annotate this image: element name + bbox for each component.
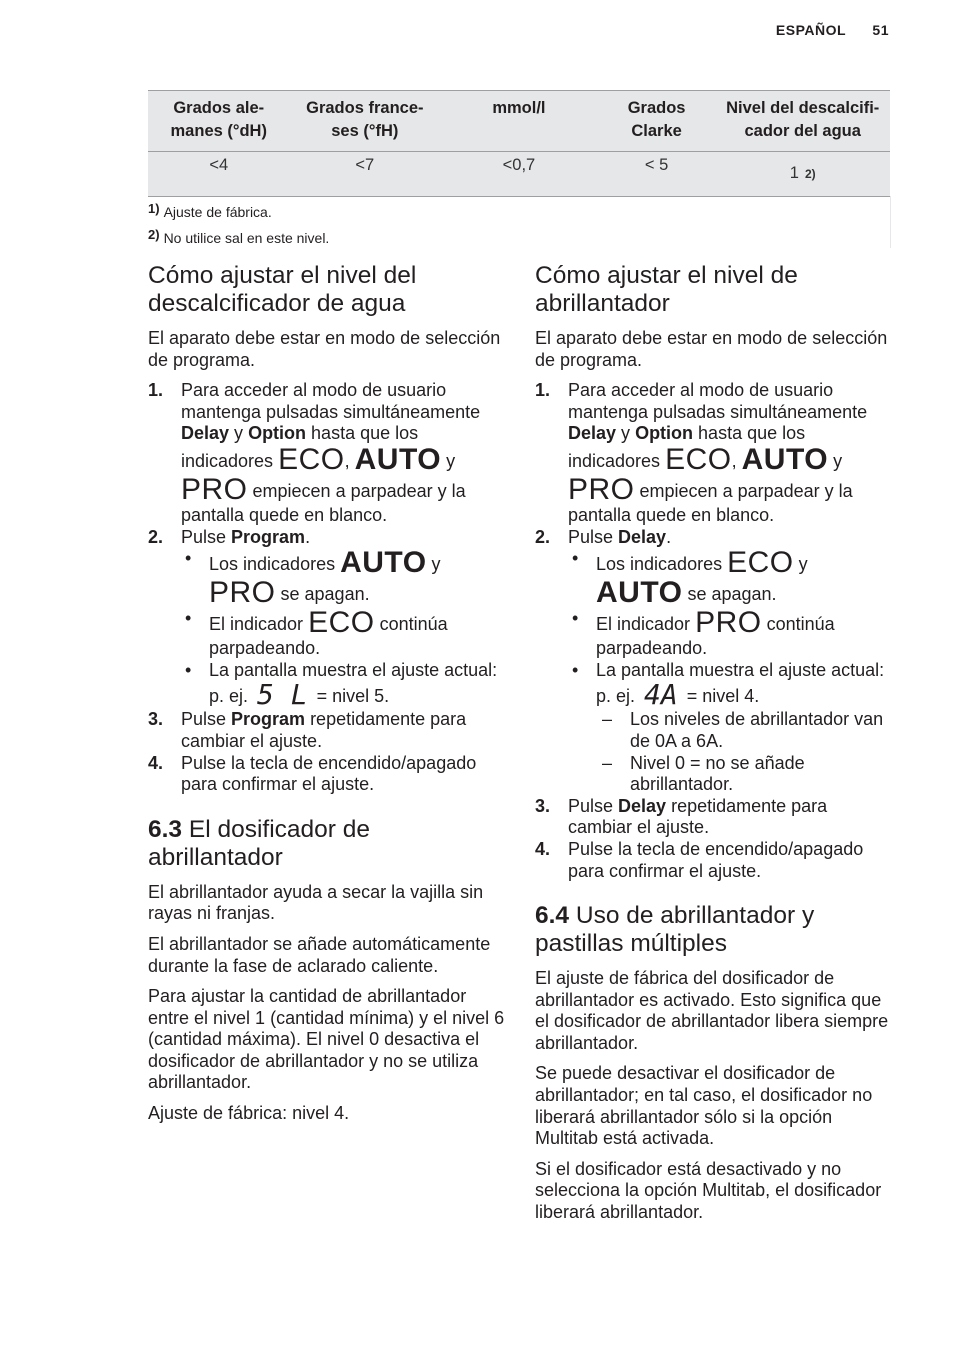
key-option: Option <box>248 423 307 444</box>
bullet-item <box>568 608 895 660</box>
steps-list <box>535 380 895 882</box>
display-readout: 5 L <box>257 678 308 712</box>
page-number: 51 <box>872 22 889 38</box>
steps-list <box>148 380 508 796</box>
key-delay: Delay <box>568 423 617 444</box>
cell-dh: <4 <box>148 152 289 197</box>
footnote-ref: 2) <box>804 167 816 181</box>
footnote-2 <box>148 222 890 248</box>
water-hardness-table <box>148 90 890 197</box>
bullet-item <box>181 548 508 608</box>
left-column <box>148 262 508 1134</box>
paragraph: El abrillantador ayuda a secar la vajilla sin rayas ni franjas. <box>148 881 484 924</box>
step-text: hasta que los indicadores <box>181 423 419 471</box>
col-header-mmol: mmol/l <box>440 91 598 152</box>
paragraph: Se puede desactivar el dosificador de abrillantador; en tal caso, el dosificador no liberará abrillantador sólo si la opción Multitab está activada. <box>535 1063 873 1149</box>
bullet-item <box>568 660 895 796</box>
step-text: Pulse <box>568 526 619 547</box>
section-heading-6-3 <box>148 816 508 872</box>
language-label: ESPAÑOL <box>775 22 847 38</box>
step-3 <box>535 796 895 839</box>
bullet-text: El indicador <box>209 614 309 635</box>
col-header-clarke: Grados Clarke <box>598 91 716 152</box>
eco-indicator-icon: ECO <box>665 442 732 476</box>
cell-level <box>715 152 890 197</box>
paragraph: El ajuste de fábrica del dosificador de abrillantador es activado. Esto significa que el dosificador de abrillantador libera siempre abrillantador. <box>535 968 889 1053</box>
eco-indicator-icon: ECO <box>727 546 794 580</box>
section-heading-6-4 <box>535 902 895 958</box>
dash-item: – Los niveles de abrillantador van de 0A a 6A. <box>596 709 895 752</box>
bullet-text: continúa parpadeando. <box>209 614 448 659</box>
key-delay: Delay <box>618 526 667 547</box>
step-text: Pulse <box>181 526 232 547</box>
step-number: 2. <box>535 526 551 547</box>
footnote-mark: 2) <box>148 227 160 242</box>
pro-indicator-icon: PRO <box>181 472 248 506</box>
bullet-text: continúa parpadeando. <box>596 614 835 659</box>
step-number: 3. <box>148 709 164 730</box>
bullet-text: se apagan. <box>275 584 370 605</box>
key-delay: Delay <box>181 423 230 444</box>
step-text: hasta que los indicadores <box>568 423 806 471</box>
step-4 <box>148 753 508 796</box>
col-header-fh: Grados france-ses (°fH) <box>289 91 440 152</box>
step-text: . <box>305 526 311 547</box>
step-number: 1. <box>148 380 164 401</box>
key-option: Option <box>635 423 694 444</box>
section-title: El dosificador de abrillantador <box>148 815 370 871</box>
auto-indicator-icon: AUTO <box>354 442 442 476</box>
section-title: Uso de abrillantador y pastillas múltiples <box>535 902 815 958</box>
dash-list <box>596 709 895 795</box>
key-program: Program <box>231 709 306 730</box>
table-header-row <box>148 91 890 152</box>
intro-text: El aparato debe estar en modo de selección de programa. <box>535 328 888 370</box>
display-readout: 4A <box>644 678 678 712</box>
step-text: Para acceder al modo de usuario mantenga pulsadas simultáneamente <box>568 380 868 422</box>
step-text: . <box>666 526 672 547</box>
bullet-text: Los indicadores <box>596 554 728 575</box>
col-header-dh: Grados ale-manes (°dH) <box>148 91 289 152</box>
right-column <box>535 262 895 1233</box>
footnote-mark: 1) <box>148 201 160 216</box>
table-footnotes <box>148 196 891 248</box>
step-2 <box>148 527 508 710</box>
bullet-text: La pantalla muestra el ajuste actual: p. ej. <box>596 659 885 707</box>
step-number: 4. <box>535 838 551 859</box>
eco-indicator-icon: ECO <box>278 442 345 476</box>
auto-indicator-icon: AUTO <box>596 576 683 610</box>
page-header <box>776 22 889 38</box>
step-text: y <box>441 450 456 471</box>
eco-indicator-icon: ECO <box>308 606 375 640</box>
step-1 <box>535 380 895 526</box>
step-text: Pulse <box>181 709 232 730</box>
bullet-item <box>181 660 508 710</box>
step-text: y <box>828 450 843 471</box>
key-program: Program <box>231 526 306 547</box>
section-number: 6.4 <box>535 902 570 930</box>
step-number: 1. <box>535 380 551 401</box>
bullet-text: El indicador <box>596 614 696 635</box>
bullet-list <box>181 546 508 712</box>
step-text: , <box>731 450 737 471</box>
step-text: Para acceder al modo de usuario mantenga pulsadas simultáneamente <box>181 380 481 422</box>
section-number: 6.3 <box>148 815 183 843</box>
step-text: repetidamente para cambiar el ajuste. <box>568 795 828 838</box>
dash-item: – Nivel 0 = no se añade abrillantador. <box>596 753 895 796</box>
pro-indicator-icon: PRO <box>568 472 635 506</box>
cell-mmol: <0,7 <box>440 152 598 197</box>
footnote-1 <box>148 196 890 222</box>
step-text: empiecen a parpadear y la pantalla quede en blanco. <box>181 480 466 525</box>
footnote-text: Ajuste de fábrica. <box>163 204 272 220</box>
pro-indicator-icon: PRO <box>209 576 276 610</box>
level-value: 1 <box>789 164 799 182</box>
step-3 <box>148 709 508 752</box>
bullet-text: Los indicadores <box>209 554 341 575</box>
auto-indicator-icon: AUTO <box>741 442 829 476</box>
step-4 <box>535 839 895 882</box>
bullet-item <box>568 548 895 608</box>
footnote-text: No utilice sal en este nivel. <box>163 230 330 246</box>
cell-clarke: < 5 <box>598 152 716 197</box>
step-number: 2. <box>148 526 164 547</box>
auto-indicator-icon: AUTO <box>340 546 427 580</box>
intro-text: El aparato debe estar en modo de selección de programa. <box>148 328 501 370</box>
bullet-text: = nivel 5. <box>311 686 390 707</box>
bullet-text: y <box>426 554 441 575</box>
step-1 <box>148 380 508 526</box>
key-delay: Delay <box>618 795 667 816</box>
step-text: y <box>616 423 636 444</box>
step-text: empiecen a parpadear y la pantalla quede en blanco. <box>568 480 853 525</box>
paragraph: El abrillantador se añade automáticamente durante la fase de aclarado caliente. <box>148 933 491 976</box>
step-text: Pulse la tecla de encendido/apagado para confirmar el ajuste. <box>181 752 477 795</box>
bullet-text: = nivel 4. <box>681 686 760 707</box>
bullet-text: La pantalla muestra el ajuste actual: p. ej. <box>209 659 498 707</box>
paragraph: Ajuste de fábrica: nivel 4. <box>148 1103 350 1124</box>
bullet-text: se apagan. <box>682 584 777 605</box>
step-number: 4. <box>148 752 164 773</box>
pro-indicator-icon: PRO <box>695 606 762 640</box>
cell-fh: <7 <box>289 152 440 197</box>
col-header-level: Nivel del descalcifi-cador del agua <box>715 91 890 152</box>
section-heading-softener: Cómo ajustar el nivel del descalcificador de agua <box>148 262 417 317</box>
step-number: 3. <box>535 795 551 816</box>
bullet-item <box>181 608 508 660</box>
step-text: Pulse la tecla de encendido/apagado para confirmar el ajuste. <box>568 838 864 881</box>
table-row <box>148 152 890 197</box>
step-2 <box>535 527 895 796</box>
section-heading-rinse-aid: Cómo ajustar el nivel de abrillantador <box>535 262 798 317</box>
step-text: , <box>344 450 350 471</box>
paragraph: Para ajustar la cantidad de abrillantador entre el nivel 1 (cantidad mínima) y el nivel 6 (cantidad máxima). El nivel 0 desactiva el dosificador de abrillantador y no se utiliza abrillantador. <box>148 986 505 1093</box>
bullet-list <box>568 548 895 796</box>
bullet-text: y <box>793 554 808 575</box>
step-text: repetidamente para cambiar el ajuste. <box>181 709 467 751</box>
step-text: y <box>229 423 249 444</box>
paragraph: Si el dosificador está desactivado y no selecciona la opción Multitab, el dosificador liberará abrillantador. <box>535 1158 882 1223</box>
step-text: Pulse <box>568 795 619 816</box>
